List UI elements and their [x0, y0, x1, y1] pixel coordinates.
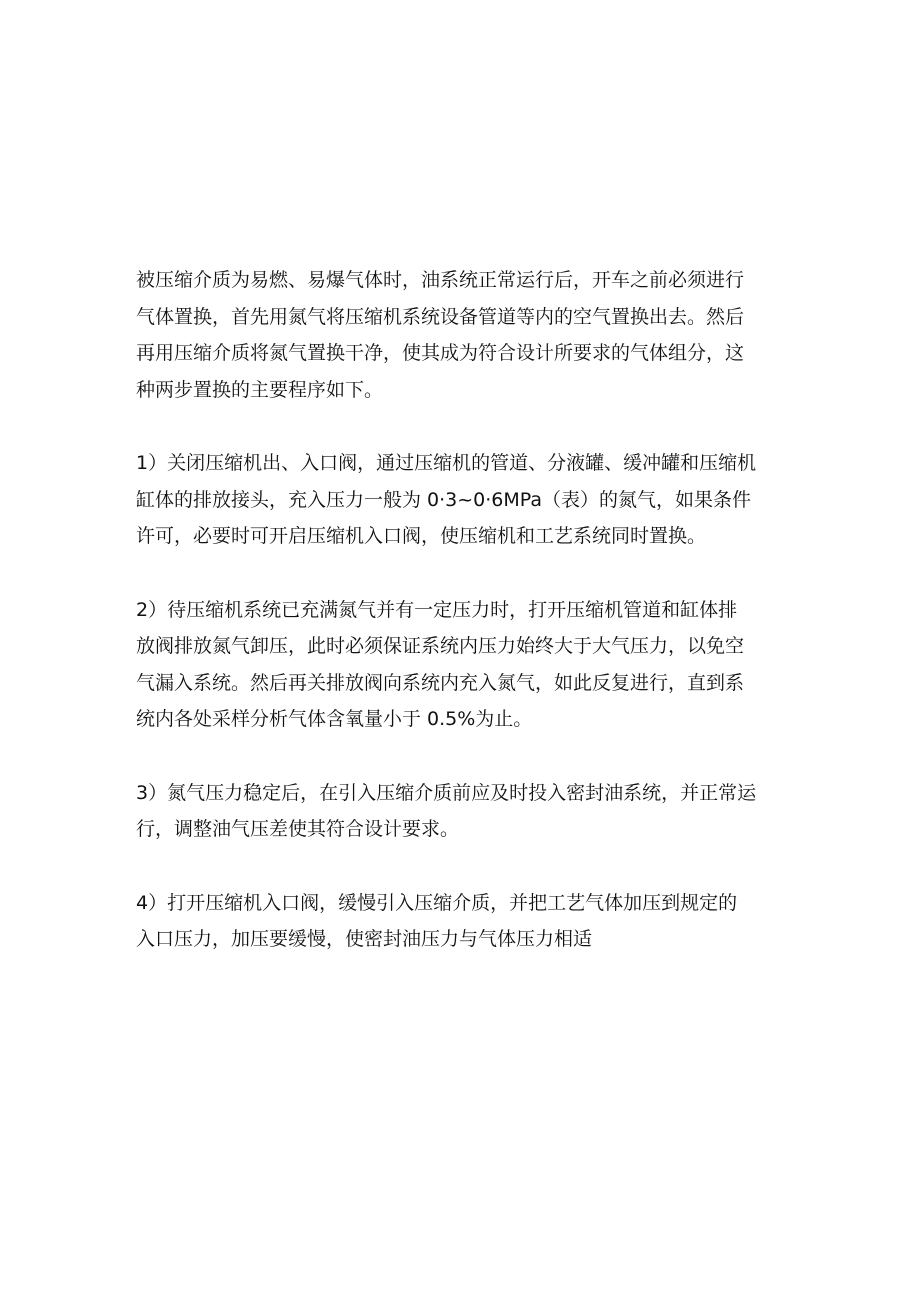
- text-line: 气体置换，首先用氮气将压缩机系统设备管道等内的空气置换出去。然后: [136, 305, 745, 328]
- text-line: 统内各处采样分析气体含氧量小于 0.5%为止。: [136, 708, 533, 730]
- paragraph-step-1: [136, 445, 792, 555]
- text-line: 1）关闭压缩机出、入口阀，通过压缩机的管道、分液罐、缓冲罐和压缩机: [136, 452, 757, 474]
- paragraph-step-2: [136, 592, 792, 738]
- paragraph-step-3: [136, 775, 792, 848]
- text-line: 行，调整油气压差使其符合设计要求。: [136, 818, 460, 840]
- text-line: 气漏入系统。然后再关排放阀向系统内充入氮气，如此反复进行，直到系: [136, 671, 745, 694]
- text-line: 许可，必要时可开启压缩机入口阀，使压缩机和工艺系统同时置换。: [136, 525, 707, 547]
- text-line: 被压缩介质为易燃、易爆气体时，油系统正常运行后，开车之前必须进行: [136, 269, 745, 291]
- text-line: 放阀排放氮气卸压，此时必须保证系统内压力始终大于大气压力，以免空: [136, 635, 745, 657]
- paragraph-step-4: [136, 885, 792, 958]
- text-line: 4）打开压缩机入口阀，缓慢引入压缩介质，并把工艺气体加压到规定的: [136, 891, 738, 914]
- document-body: [136, 262, 792, 995]
- text-line: 3）氮气压力稳定后，在引入压缩介质前应及时投入密封油系统，并正常运: [136, 781, 757, 804]
- paragraph-intro: [136, 262, 792, 408]
- text-line: 种两步置换的主要程序如下。: [136, 378, 384, 401]
- text-line: 2）待压缩机系统已充满氮气并有一定压力时，打开压缩机管道和缸体排: [136, 598, 738, 621]
- text-line: 入口压力，加压要缓慢，使密封油压力与气体压力相适: [136, 928, 593, 950]
- text-line: 缸体的排放接头，充入压力一般为 0·3~0·6MPa（表）的氮气，如果条件: [136, 488, 752, 511]
- text-line: 再用压缩介质将氮气置换干净，使其成为符合设计所要求的气体组分，这: [136, 342, 745, 364]
